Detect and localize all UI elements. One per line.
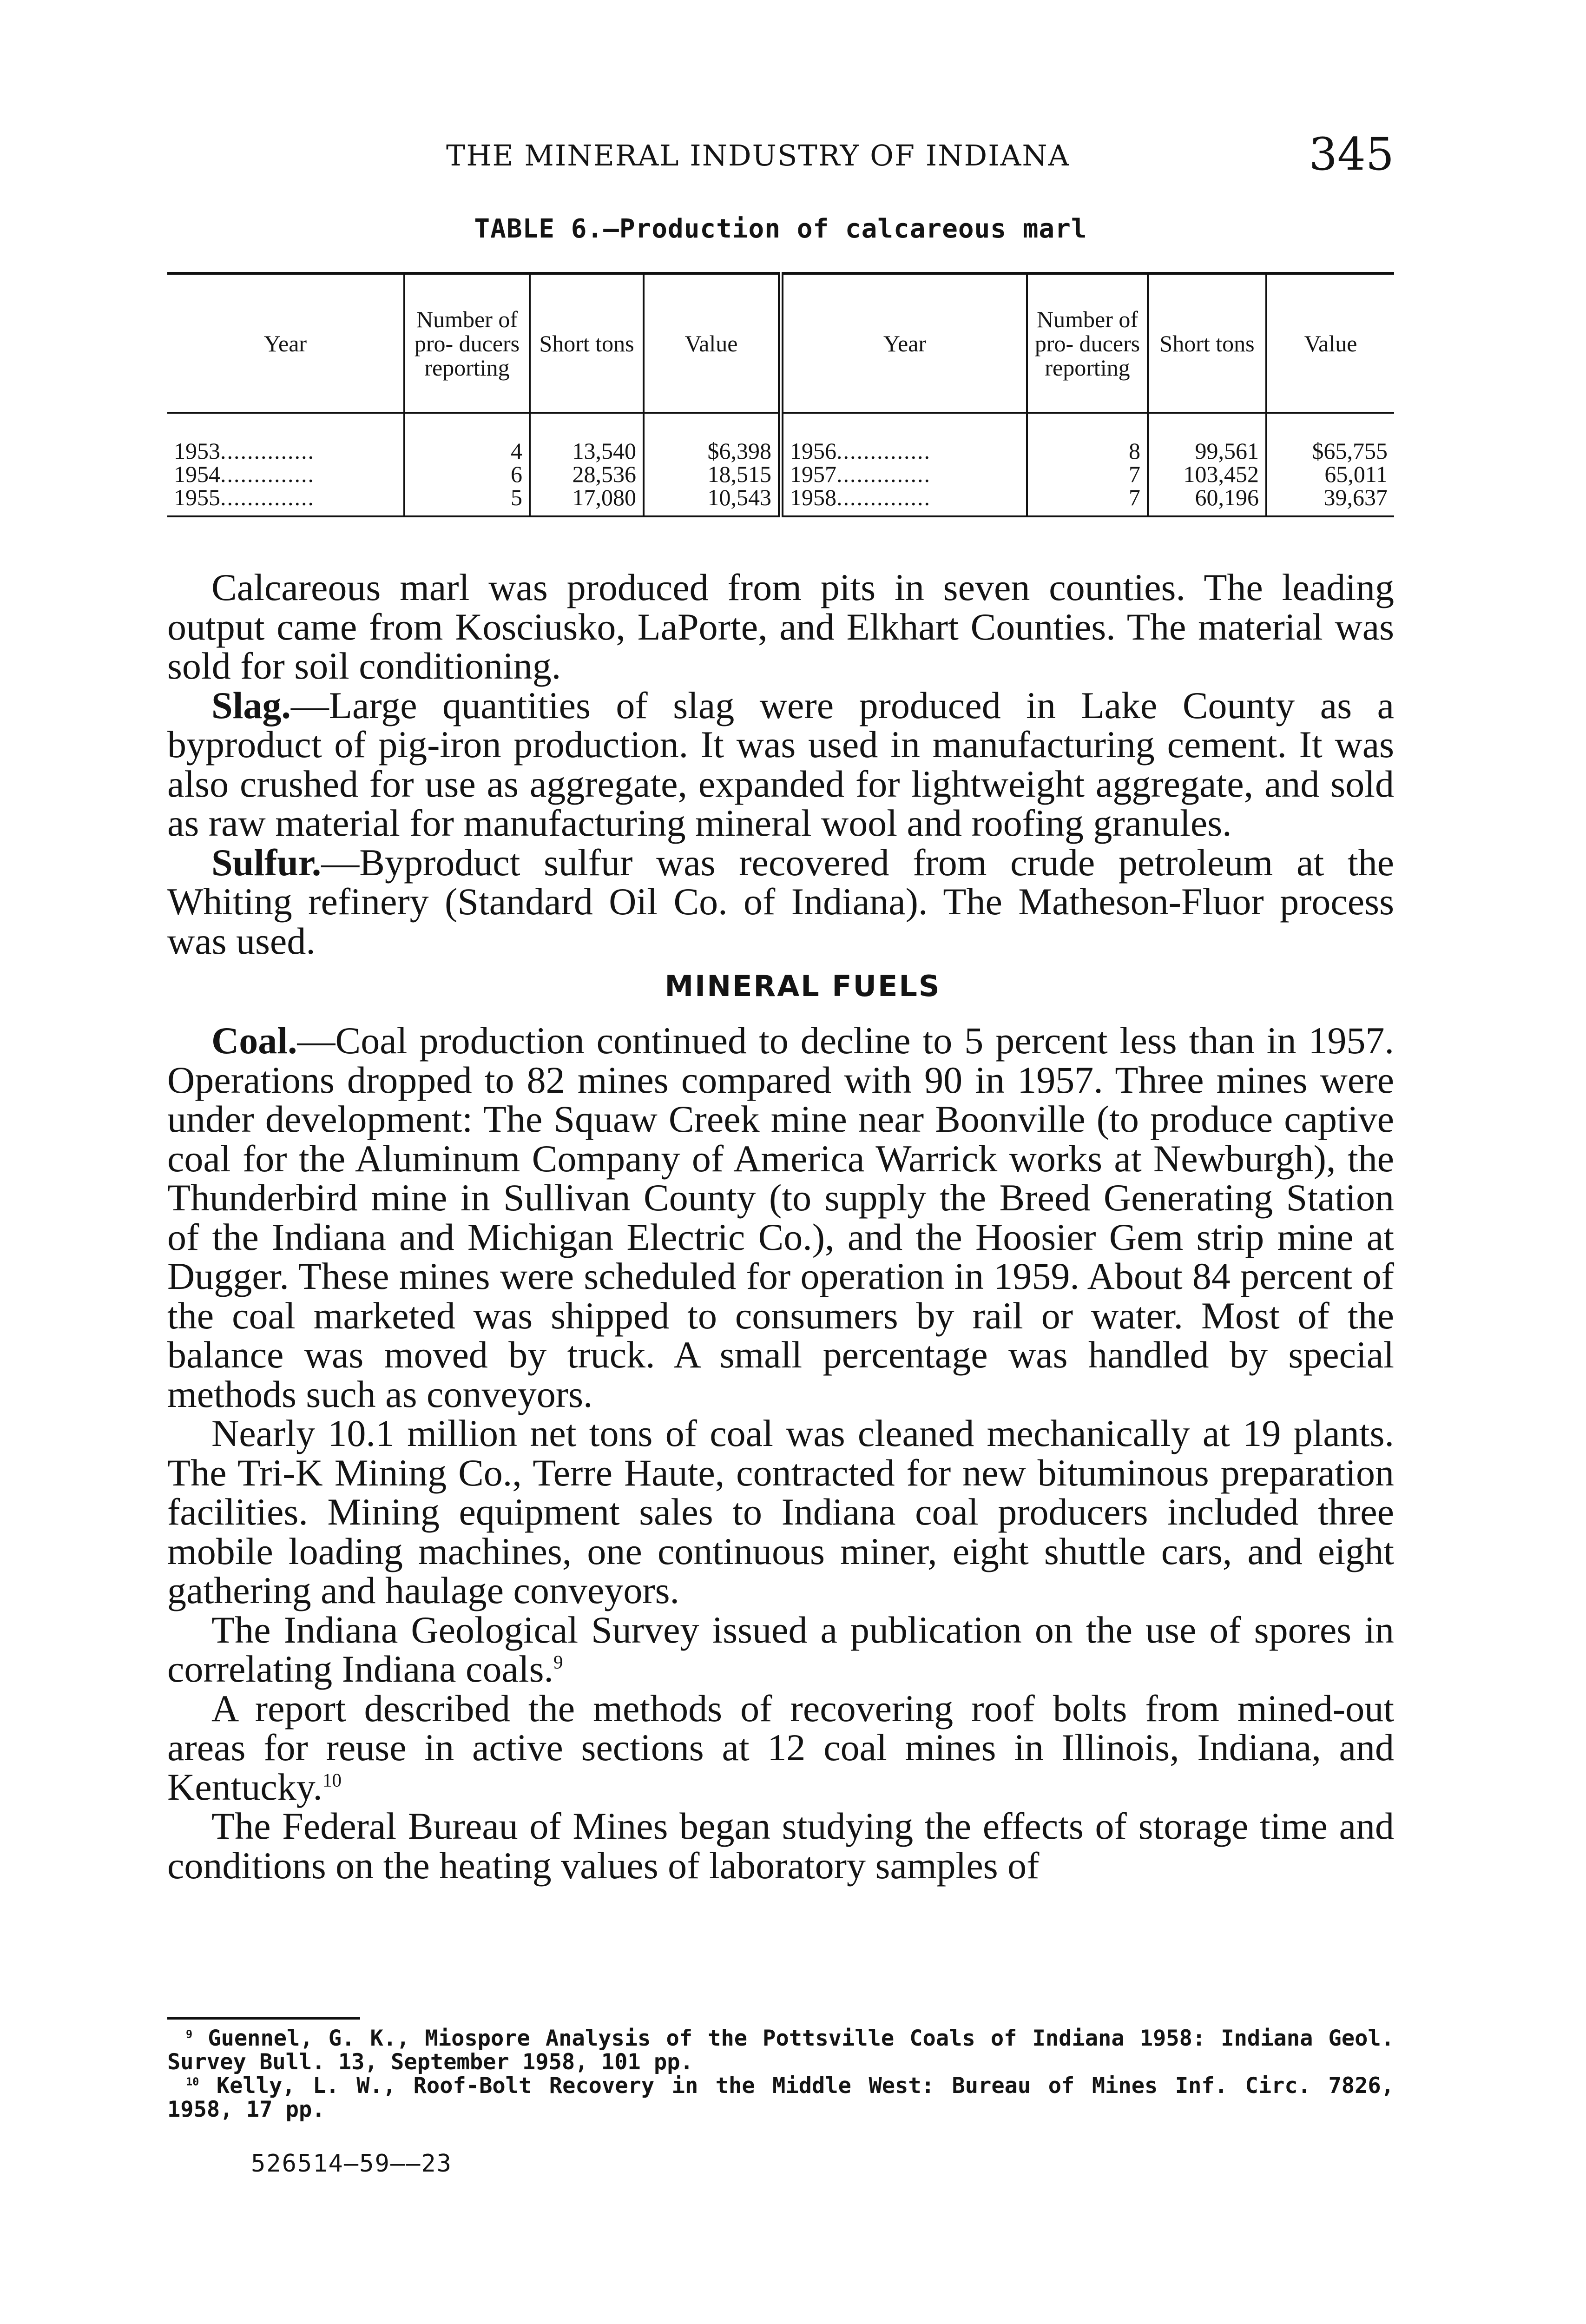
table-cell: 7 (1027, 462, 1148, 486)
section-heading: MINERAL FUELS (665, 969, 941, 1003)
running-title: THE MINERAL INDUSTRY OF INDIANA (446, 139, 1070, 172)
table-cell: 13,540 (530, 439, 644, 462)
table-cell: $65,755 (1266, 439, 1394, 462)
running-head (167, 128, 1394, 180)
table-cell-year: 1954 (174, 462, 220, 486)
table-cell: $6,398 (644, 439, 781, 462)
table-cell: 6 (404, 462, 530, 486)
column-header: Year (781, 273, 1027, 413)
footnote-mark: 9 (186, 2027, 193, 2041)
body-text (167, 568, 1394, 1885)
paragraph-bureau: The Federal Bureau of Mines began studying the effects of storage time and conditions on the heating values of laboratory samples of (167, 1805, 1394, 1887)
table-cell: 17,080 (530, 486, 644, 516)
side-head-coal: Coal. (211, 1019, 297, 1062)
footnote (167, 2074, 1394, 2121)
table-row: 1954.............. 6 28,536 18,515 1957.............. 7 103,452 65,011 (167, 462, 1394, 486)
footnotes (167, 2027, 1394, 2121)
paragraph-coal (167, 1021, 1394, 1414)
table-cell: 18,515 (644, 462, 781, 486)
paragraph-slag (167, 686, 1394, 843)
table-cell-year: 1955 (174, 486, 220, 510)
side-head-slag: Slag. (211, 684, 291, 726)
paragraph-roof-bolts (167, 1689, 1394, 1807)
paragraph-survey (167, 1608, 1394, 1690)
printer-imprint: 526514—59——23 (251, 2150, 452, 2178)
footnote-mark: 10 (186, 2075, 199, 2088)
footnote-text: Kelly, L. W., Roof-Bolt Recovery in the Middle West: Bureau of Mines Inf. Circ. 7826, 1958, 17 pp. (167, 2073, 1394, 2122)
table-title: TABLE 6.—Production of calcareous marl (474, 214, 1087, 244)
table-cell: 65,011 (1266, 462, 1394, 486)
table-cell: 7 (1027, 486, 1148, 516)
footnote-ref: 10 (322, 1769, 342, 1791)
table-cell: 5 (404, 486, 530, 516)
footnote (167, 2027, 1394, 2074)
table-cell: 28,536 (530, 462, 644, 486)
paragraph-text: —Byproduct sulfur was recovered from crude petroleum at the Whiting refinery (Standard Oil Co. of Indiana). The Matheson-Fluor process was used. (167, 841, 1394, 962)
table-cell-year: 1957 (790, 462, 836, 486)
paragraph-cleaning: Nearly 10.1 million net tons of coal was cleaned mechanically at 19 plants. The Tri-K Mining Co., Terre Haute, contracted for new bituminous preparation facilities. Mining equipment sales to Indiana coal producers included three mobile loading machines, one continuous miner, eight shuttle cars, and eight gathering and haulage conveyors. (167, 1412, 1394, 1611)
paragraph-marl: Calcareous marl was produced from pits in seven counties. The leading output came from Kosciusko, LaPorte, and Elkhart Counties. The material was sold for soil conditioning. (167, 566, 1394, 687)
side-head-sulfur: Sulfur. (211, 841, 322, 884)
column-header: Value (1266, 273, 1394, 413)
column-header: Short tons (530, 273, 644, 413)
footnote-ref: 9 (553, 1651, 563, 1673)
column-header: Number of pro- ducers reporting (1027, 273, 1148, 413)
column-header: Value (644, 273, 781, 413)
paragraph-text: —Coal production continued to decline to 5 percent less than in 1957. Operations dropped to 82 mines compared with 90 in 1957. Three mines were under development: The Squaw Creek mine near Boonville (to produce captive coal for the Aluminum Company of America Warrick works at Newburgh), the Thunderbird mine in Sullivan County (to supply the Breed Generating Station of the Indiana and Michigan Electric Co.), and the Hoosier Gem strip mine at Dugger. These mines were scheduled for operation in 1959. About 84 percent of the coal marketed was shipped to consumers by rail or water. Most of the balance was moved by truck. A small percentage was handled by special methods such as conveyors. (167, 1019, 1394, 1415)
column-header: Short tons (1148, 273, 1266, 413)
table-cell: 99,561 (1148, 439, 1266, 462)
table-cell-year: 1958 (790, 486, 836, 510)
paragraph-sulfur (167, 843, 1394, 961)
table-cell-year: 1956 (790, 439, 836, 462)
table-cell: 8 (1027, 439, 1148, 462)
table-row: 1953.............. 4 13,540 $6,398 1956.............. 8 99,561 $65,755 (167, 439, 1394, 462)
page-number: 345 (1309, 128, 1394, 180)
table-cell: 103,452 (1148, 462, 1266, 486)
table-cell: 39,637 (1266, 486, 1394, 516)
table-cell: 4 (404, 439, 530, 462)
table-cell: 60,196 (1148, 486, 1266, 516)
paragraph-text: The Indiana Geological Survey issued a publication on the use of spores in correlating Indiana coals. (167, 1608, 1394, 1690)
paragraph-text: A report described the methods of recovering roof bolts from mined-out areas for reuse in active sections at 12 coal mines in Illinois, Indiana, and Kentucky. (167, 1687, 1394, 1808)
column-header: Year (167, 273, 404, 413)
paragraph-text: —Large quantities of slag were produced in Lake County as a byproduct of pig-iron production. It was used in manufacturing cement. It was also crushed for use as aggregate, expanded for lightweight aggregate, and sold as raw material for manufacturing mineral wool and roofing granules. (167, 684, 1394, 844)
footnote-text: Guennel, G. K., Miospore Analysis of the Pottsville Coals of Indiana 1958: Indiana Geol. Survey Bull. 13, September 1958, 101 pp. (167, 2026, 1394, 2075)
column-header: Number of pro- ducers reporting (404, 273, 530, 413)
table-header-row (167, 273, 1394, 413)
table-cell: 10,543 (644, 486, 781, 516)
table-row: 1955.............. 5 17,080 10,543 1958.............. 7 60,196 39,637 (167, 486, 1394, 516)
table-cell-year: 1953 (174, 439, 220, 462)
production-table (167, 272, 1394, 517)
footnote-rule (167, 2017, 360, 2020)
